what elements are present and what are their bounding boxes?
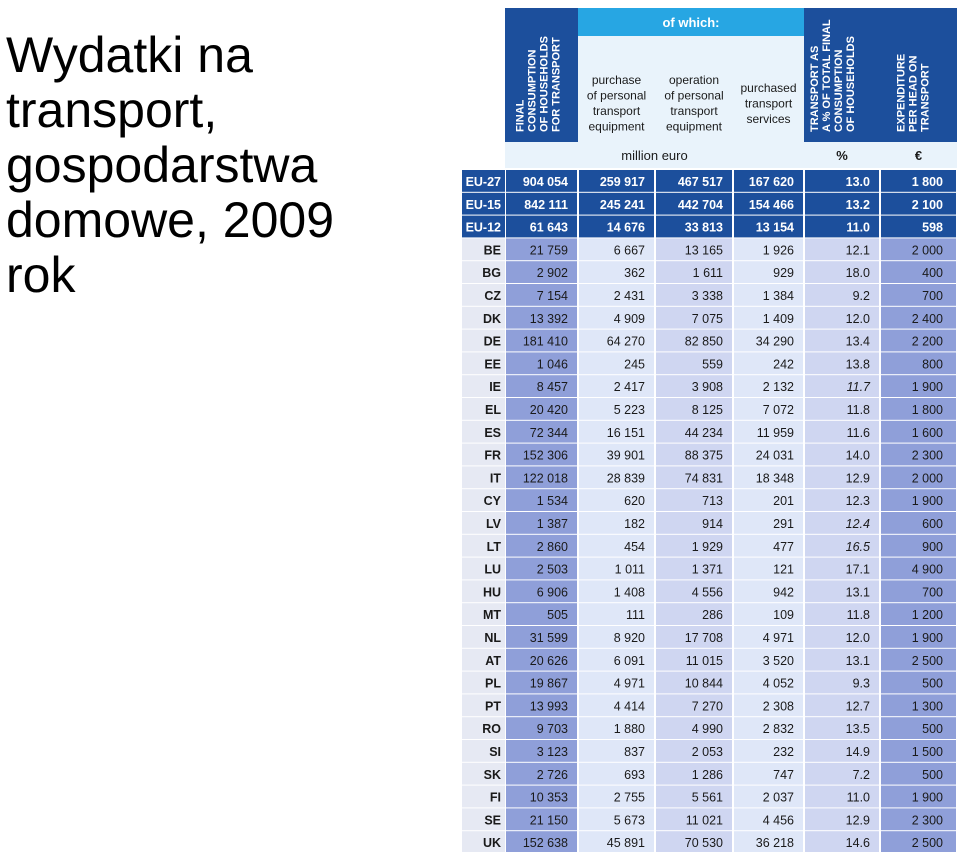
value-text: 16 151 xyxy=(606,425,645,440)
value-text: 2 400 xyxy=(911,311,943,326)
value-text: 232 xyxy=(773,745,794,759)
value-text: 21 150 xyxy=(529,813,568,828)
value-text: 842 111 xyxy=(524,197,568,212)
value-text: 18.0 xyxy=(845,266,870,281)
row-label: SK xyxy=(483,767,501,782)
value-text: 12.1 xyxy=(845,243,870,258)
row-label: CZ xyxy=(484,289,501,303)
value-text: 1 600 xyxy=(911,425,943,440)
value-text: 1 409 xyxy=(762,311,794,326)
value-text: 7 075 xyxy=(691,311,723,326)
value-text: 747 xyxy=(773,767,794,782)
value-cell xyxy=(881,261,956,283)
slide-title-line: gospodarstwa xyxy=(6,137,318,193)
value-text: 1 900 xyxy=(911,790,943,805)
value-cell xyxy=(881,763,956,785)
value-text: 1 046 xyxy=(536,357,568,372)
header-col1-text: OF HOUSEHOLDS xyxy=(538,36,551,132)
value-text: 20 420 xyxy=(529,403,568,417)
value-text: 2 860 xyxy=(536,539,568,554)
row-label: BG xyxy=(482,266,501,281)
value-text: 1 371 xyxy=(691,562,723,577)
value-text: 61 643 xyxy=(529,220,568,235)
value-text: 2 132 xyxy=(762,380,794,395)
value-text: 14.6 xyxy=(845,836,870,851)
value-text: 24 031 xyxy=(755,448,794,463)
value-text: 12.3 xyxy=(845,494,870,509)
value-text: 4 990 xyxy=(691,722,723,737)
row-label: LV xyxy=(485,517,501,531)
value-text: 245 241 xyxy=(599,197,645,212)
slide-title-line: domowe, 2009 xyxy=(6,192,335,248)
header-sub-text: purchased xyxy=(740,81,797,95)
value-text: 11 959 xyxy=(756,425,794,440)
row-label: EU-15 xyxy=(465,197,501,212)
value-text: 3 520 xyxy=(762,653,794,668)
value-text: 1 926 xyxy=(762,243,794,258)
header-sub-text: transport xyxy=(670,104,718,118)
value-text: 6 667 xyxy=(613,243,645,258)
value-text: 1 611 xyxy=(692,266,723,281)
header-col6-text: PER HEAD ON xyxy=(907,55,920,132)
value-text: 559 xyxy=(702,357,723,372)
value-text: 13.0 xyxy=(845,175,870,189)
value-text: 45 891 xyxy=(606,836,645,851)
value-text: 2 902 xyxy=(536,266,568,281)
value-text: 34 290 xyxy=(755,334,794,349)
value-text: 2 832 xyxy=(762,722,794,737)
value-text: 2 200 xyxy=(911,334,943,349)
value-text: 2 100 xyxy=(911,197,943,212)
value-text: 167 620 xyxy=(748,175,794,189)
header-col1-text: FOR TRANSPORT xyxy=(550,37,563,132)
header-col5-text: OF HOUSEHOLDS xyxy=(845,36,857,132)
value-text: 1 800 xyxy=(911,403,943,417)
value-text: 20 626 xyxy=(529,653,568,668)
value-text: 3 123 xyxy=(536,745,568,759)
value-text: 181 410 xyxy=(522,334,568,349)
value-text: 70 530 xyxy=(684,836,723,851)
row-label: EL xyxy=(485,403,501,417)
row-label: DE xyxy=(483,334,501,349)
value-text: 914 xyxy=(702,517,723,531)
value-text: 2 000 xyxy=(911,243,943,258)
row-label: EU-12 xyxy=(465,220,501,235)
value-text: 598 xyxy=(922,220,943,235)
value-text: 942 xyxy=(773,585,794,600)
value-text: 9 703 xyxy=(536,722,568,737)
row-label: AT xyxy=(485,653,501,668)
value-cell xyxy=(881,216,956,238)
header-sub-text: equipment xyxy=(588,119,645,134)
row-label: HU xyxy=(482,585,501,600)
value-text: 5 561 xyxy=(691,790,723,805)
value-text: 1 900 xyxy=(911,380,943,395)
value-text: 11.7 xyxy=(846,380,870,395)
value-text: 713 xyxy=(702,494,723,509)
value-text: 12.0 xyxy=(845,311,870,326)
header-sub-text: of personal xyxy=(664,88,724,103)
value-text: 500 xyxy=(922,676,943,691)
value-text: 245 xyxy=(624,357,645,372)
value-text: 1 286 xyxy=(691,767,723,782)
units-label-million-euro: million euro xyxy=(621,148,688,163)
header-of-which-label: of which: xyxy=(662,15,720,30)
value-text: 1 408 xyxy=(613,585,645,600)
row-label: CY xyxy=(483,494,501,509)
value-text: 1 011 xyxy=(614,562,645,577)
value-text: 4 052 xyxy=(762,676,794,691)
row-label: NL xyxy=(484,631,501,645)
value-text: 442 704 xyxy=(677,197,723,212)
header-sub-text: transport xyxy=(592,104,641,118)
value-text: 2 300 xyxy=(911,448,943,463)
value-text: 1 500 xyxy=(911,745,943,759)
value-text: 6 906 xyxy=(536,585,568,600)
value-cell xyxy=(881,535,956,557)
value-text: 2 300 xyxy=(911,813,943,828)
value-text: 2 053 xyxy=(691,745,723,759)
value-text: 600 xyxy=(922,517,943,531)
value-text: 693 xyxy=(624,767,645,782)
row-label: EE xyxy=(484,357,501,372)
value-text: 9.2 xyxy=(852,289,870,303)
row-label: SE xyxy=(484,813,501,828)
value-text: 1 800 xyxy=(911,175,943,189)
value-text: 7.2 xyxy=(852,767,870,782)
value-text: 82 850 xyxy=(684,334,723,349)
value-text: 900 xyxy=(922,539,943,554)
value-text: 4 900 xyxy=(911,562,943,577)
value-text: 8 457 xyxy=(536,380,568,395)
value-text: 16.5 xyxy=(845,539,870,554)
value-text: 259 917 xyxy=(599,175,645,189)
value-text: 12.4 xyxy=(845,517,870,531)
value-text: 122 018 xyxy=(522,471,568,486)
row-label: FR xyxy=(484,448,501,463)
value-text: 1 900 xyxy=(911,631,943,645)
row-label: UK xyxy=(482,836,501,851)
value-cell xyxy=(881,512,956,534)
value-text: 700 xyxy=(922,585,943,600)
value-text: 7 270 xyxy=(691,699,723,714)
value-text: 242 xyxy=(773,357,794,372)
value-text: 13 993 xyxy=(529,699,568,714)
value-text: 4 971 xyxy=(613,676,645,691)
value-text: 11.8 xyxy=(846,403,870,417)
value-text: 2 431 xyxy=(613,289,645,303)
value-text: 2 755 xyxy=(613,790,645,805)
value-text: 13.4 xyxy=(845,334,870,349)
value-text: 109 xyxy=(773,608,794,623)
value-text: 18 348 xyxy=(755,471,794,486)
header-col5-text: A % OF TOTAL FINAL xyxy=(821,19,833,132)
value-text: 2 500 xyxy=(911,836,943,851)
value-text: 11 015 xyxy=(685,653,723,668)
value-text: 74 831 xyxy=(684,471,723,486)
row-label: EU-27 xyxy=(465,175,501,189)
value-text: 1 900 xyxy=(911,494,943,509)
value-text: 3 338 xyxy=(691,289,723,303)
value-text: 620 xyxy=(624,494,645,509)
value-text: 13 392 xyxy=(529,311,568,326)
value-text: 14.0 xyxy=(845,448,870,463)
value-text: 7 072 xyxy=(762,403,794,417)
slide-title-line: Wydatki na xyxy=(6,27,253,83)
value-text: 13.5 xyxy=(845,722,870,737)
value-text: 10 844 xyxy=(684,676,723,691)
row-label: IE xyxy=(489,380,501,395)
value-text: 4 414 xyxy=(613,699,645,714)
value-text: 2 308 xyxy=(762,699,794,714)
value-text: 291 xyxy=(773,517,794,531)
value-text: 2 500 xyxy=(911,653,943,668)
value-text: 2 726 xyxy=(536,767,568,782)
value-text: 454 xyxy=(624,539,645,554)
value-text: 13 165 xyxy=(684,243,723,258)
value-text: 28 839 xyxy=(606,471,645,486)
value-text: 13.2 xyxy=(845,197,870,212)
header-col5-text: CONSUMPTION xyxy=(833,49,845,132)
value-text: 2 417 xyxy=(613,380,645,395)
value-text: 467 517 xyxy=(677,175,723,189)
value-text: 152 638 xyxy=(522,836,568,851)
value-cell xyxy=(881,717,956,739)
row-label: SI xyxy=(489,745,501,759)
value-text: 19 867 xyxy=(529,676,568,691)
value-text: 12.9 xyxy=(845,813,870,828)
value-text: 286 xyxy=(702,608,723,623)
value-text: 904 054 xyxy=(522,175,568,189)
value-text: 21 759 xyxy=(529,243,568,258)
value-text: 4 971 xyxy=(762,631,794,645)
value-text: 2 037 xyxy=(762,790,794,805)
value-text: 1 200 xyxy=(911,608,943,623)
row-label: PL xyxy=(485,676,501,691)
value-text: 11.6 xyxy=(846,425,870,440)
value-text: 8 125 xyxy=(691,403,723,417)
row-label: IT xyxy=(489,471,501,486)
value-text: 36 218 xyxy=(755,836,794,851)
value-text: 12.0 xyxy=(845,631,870,645)
value-text: 1 384 xyxy=(762,289,794,303)
value-text: 4 909 xyxy=(613,311,645,326)
value-text: 800 xyxy=(922,357,943,372)
header-col1-text: FINAL xyxy=(514,99,527,132)
header-sub-text: of personal xyxy=(586,88,647,103)
header-sub-text: services xyxy=(746,112,791,126)
value-cell xyxy=(881,352,956,374)
value-text: 505 xyxy=(547,608,568,623)
value-text: 13.1 xyxy=(845,585,870,600)
row-label: BE xyxy=(483,243,501,258)
value-text: 4 456 xyxy=(762,813,794,828)
row-label: LT xyxy=(486,539,501,554)
value-text: 111 xyxy=(625,608,645,623)
value-text: 33 813 xyxy=(684,220,723,235)
value-cell xyxy=(881,580,956,602)
value-text: 13 154 xyxy=(755,220,794,235)
header-col1-text: CONSUMPTION xyxy=(526,49,539,132)
value-text: 362 xyxy=(624,266,645,281)
value-text: 121 xyxy=(773,562,794,577)
value-text: 9.3 xyxy=(852,676,870,691)
value-text: 8 920 xyxy=(613,631,645,645)
value-text: 11.0 xyxy=(846,790,870,805)
value-text: 1 300 xyxy=(911,699,943,714)
value-cell xyxy=(881,672,956,694)
value-text: 13.1 xyxy=(845,653,870,668)
value-text: 500 xyxy=(922,767,943,782)
row-label: MT xyxy=(482,608,501,623)
value-text: 477 xyxy=(773,539,794,554)
units-label-euro: € xyxy=(914,148,923,163)
header-sub-text: operation xyxy=(668,73,720,87)
value-text: 2 503 xyxy=(536,562,568,577)
value-cell xyxy=(881,284,956,306)
value-text: 154 466 xyxy=(748,197,794,212)
value-text: 201 xyxy=(773,494,794,509)
value-text: 12.9 xyxy=(845,471,870,486)
units-label-percent: % xyxy=(836,148,848,163)
value-text: 17.1 xyxy=(845,562,870,577)
row-label: ES xyxy=(484,425,501,440)
row-label: PT xyxy=(485,699,501,714)
value-text: 7 154 xyxy=(536,289,568,303)
row-label: DK xyxy=(482,311,501,326)
value-text: 44 234 xyxy=(684,425,723,440)
value-text: 1 387 xyxy=(536,517,568,531)
value-text: 17 708 xyxy=(684,631,723,645)
value-text: 14 676 xyxy=(606,220,645,235)
header-sub-text: equipment xyxy=(665,119,723,134)
value-text: 700 xyxy=(922,289,943,303)
header-col6-text: EXPENDITURE xyxy=(895,53,908,132)
header-sub-text: purchase xyxy=(591,73,642,87)
value-text: 929 xyxy=(773,266,794,281)
value-text: 64 270 xyxy=(606,334,645,349)
value-text: 5 673 xyxy=(613,813,645,828)
slide-title-line: transport, xyxy=(6,82,218,138)
header-col5-text: TRANSPORT AS xyxy=(809,45,821,132)
value-text: 2 000 xyxy=(911,471,943,486)
value-text: 1 929 xyxy=(691,539,723,554)
value-text: 14.9 xyxy=(845,745,870,759)
header-sub-text: transport xyxy=(744,96,793,111)
value-text: 4 556 xyxy=(691,585,723,600)
slide-title-line: rok xyxy=(6,247,76,303)
value-text: 88 375 xyxy=(684,448,723,463)
value-text: 182 xyxy=(624,517,645,531)
value-text: 39 901 xyxy=(606,448,645,463)
value-text: 31 599 xyxy=(529,631,568,645)
value-text: 72 344 xyxy=(529,425,568,440)
value-text: 13.8 xyxy=(845,357,870,372)
value-text: 11.0 xyxy=(846,220,870,235)
value-text: 10 353 xyxy=(529,790,568,805)
value-text: 500 xyxy=(922,722,943,737)
value-text: 11 021 xyxy=(685,813,723,828)
value-text: 1 534 xyxy=(536,494,568,509)
row-label: LU xyxy=(484,562,501,577)
value-text: 1 880 xyxy=(613,722,645,737)
row-label: RO xyxy=(482,722,501,737)
value-text: 400 xyxy=(922,266,943,281)
value-text: 152 306 xyxy=(522,448,568,463)
value-text: 11.8 xyxy=(846,608,870,623)
value-text: 837 xyxy=(624,745,645,759)
value-text: 12.7 xyxy=(845,699,870,714)
value-text: 5 223 xyxy=(613,403,645,417)
header-col6-text: TRANSPORT xyxy=(919,63,932,132)
row-label: FI xyxy=(489,790,501,805)
value-text: 3 908 xyxy=(691,380,723,395)
value-text: 6 091 xyxy=(613,653,645,668)
